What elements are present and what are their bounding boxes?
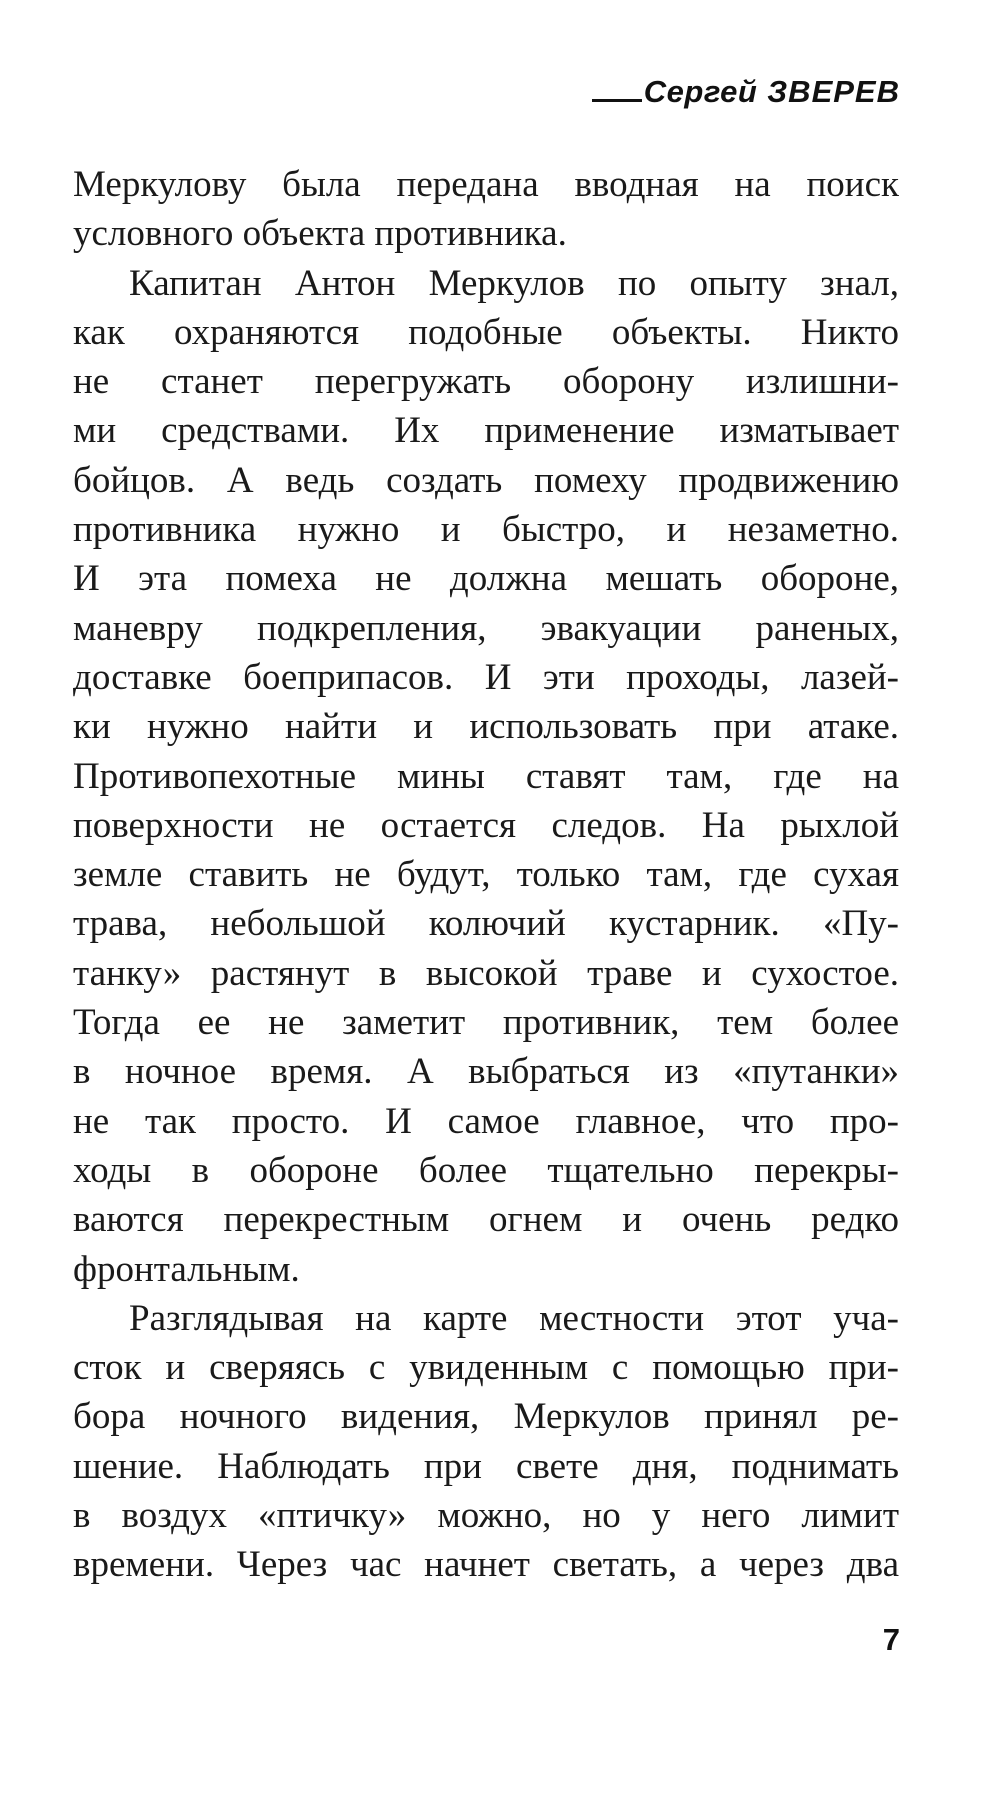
text-line: условного объекта противника.	[73, 213, 567, 255]
paragraph	[73, 259, 899, 1294]
text-line: танку» растянут в высокой траве и сухостое.	[73, 952, 899, 994]
text-line: Меркулову была передана вводная на поиск	[73, 164, 899, 205]
text-line: Капитан Антон Меркулов по опыту знал,	[129, 262, 899, 304]
body-text	[73, 160, 899, 1590]
text-line: доставке боеприпасов. И эти проходы, лазей-	[73, 656, 899, 698]
running-header	[592, 74, 900, 110]
text-line: трава, небольшой колючий кустарник. «Пу-	[73, 903, 899, 945]
author-first-name: Сергей	[643, 74, 758, 109]
text-line: как охраняются подобные объекты. Никто	[73, 311, 899, 353]
text-line: фронтальным.	[73, 1248, 300, 1290]
text-line: ходы в обороне более тщательно перекры-	[73, 1149, 899, 1191]
text-line: не станет перегружать оборону излишни-	[73, 361, 899, 403]
text-line: ки нужно найти и использовать при атаке.	[73, 706, 899, 748]
text-line: шение. Наблюдать при свете дня, поднимать	[73, 1445, 899, 1487]
text-line: ми средствами. Их применение изматывает	[73, 410, 899, 452]
text-line: И эта помеха не должна мешать обороне,	[73, 558, 899, 600]
text-line: поверхности не остается следов. На рыхлой	[73, 804, 899, 846]
text-line: земле ставить не будут, только там, где сухая	[73, 854, 899, 896]
text-line: сток и сверяясь с увиденным с помощью при-	[73, 1347, 899, 1389]
text-line: в воздух «птичку» можно, но у него лимит	[73, 1495, 899, 1537]
text-line: Разглядывая на карте местности этот уча-	[129, 1297, 899, 1339]
text-line: Тогда ее не заметит противник, тем более	[73, 1002, 899, 1044]
page-number: 7	[882, 1622, 900, 1657]
text-line: не так просто. И самое главное, что про-	[73, 1100, 899, 1142]
author-last-name: ЗВЕРЕВ	[767, 74, 900, 109]
text-line: Противопехотные мины ставят там, где на	[73, 755, 899, 797]
text-line: маневру подкрепления, эвакуации раненых,	[73, 607, 899, 649]
paragraph	[73, 1294, 899, 1590]
text-line: бора ночного видения, Меркулов принял ре-	[73, 1396, 899, 1438]
text-line: в ночное время. А выбраться из «путанки»	[73, 1051, 899, 1093]
text-line: бойцов. А ведь создать помеху продвижению	[73, 459, 899, 501]
header-rule	[592, 99, 642, 102]
text-line: противника нужно и быстро, и незаметно.	[73, 509, 899, 551]
text-line: ваются перекрестным огнем и очень редко	[73, 1199, 899, 1241]
paragraph	[73, 160, 899, 259]
text-line: времени. Через час начнет светать, а через два	[73, 1544, 899, 1586]
